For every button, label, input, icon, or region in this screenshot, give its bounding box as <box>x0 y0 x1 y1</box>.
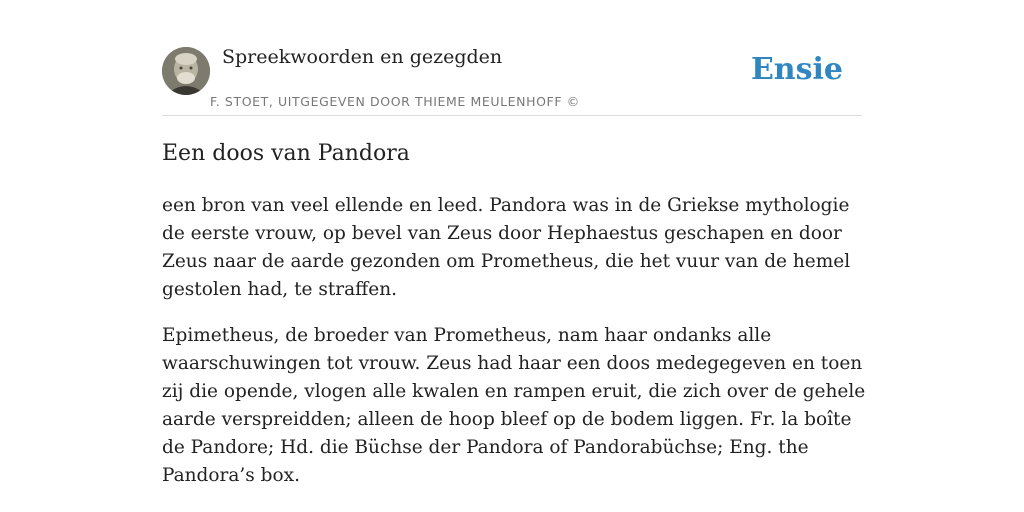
entry-card <box>162 0 866 486</box>
author-portrait-icon[interactable] <box>162 47 210 95</box>
entry-title: Een doos van Pandora <box>162 141 410 166</box>
source-title[interactable]: Spreekwoorden en gezegden <box>222 46 503 68</box>
source-credit: F. STOET, UITGEGEVEN DOOR THIEME MEULENHOFF © <box>210 94 580 109</box>
definition-paragraph: Epimetheus, de broeder van Prometheus, nam haar ondanks alle waarschuwingen tot vrouw. Zeus had haar een doos medegegeven en toen zij die opende, vlogen alle kwalen en rampen eruit, die zich over de gehele aarde verspreidden; alleen de hoop bleef op de bodem liggen. Fr. la boîte de Pandore; Hd. die Büchse der Pandora of Pandorabüchse; Eng. the Pandora’s box. <box>162 325 866 486</box>
definition-paragraph: een bron van veel ellende en leed. Pandora was in de Griekse mythologie de eerste vrouw, op bevel van Zeus door Hephaestus geschapen en door Zeus naar de aarde gezonden om Prometheus, die het vuur van de hemel gestolen had, te straffen. <box>162 195 851 300</box>
ensie-logo[interactable]: Ensie <box>750 52 843 87</box>
entry-definition <box>162 192 867 508</box>
source-header <box>162 0 862 116</box>
